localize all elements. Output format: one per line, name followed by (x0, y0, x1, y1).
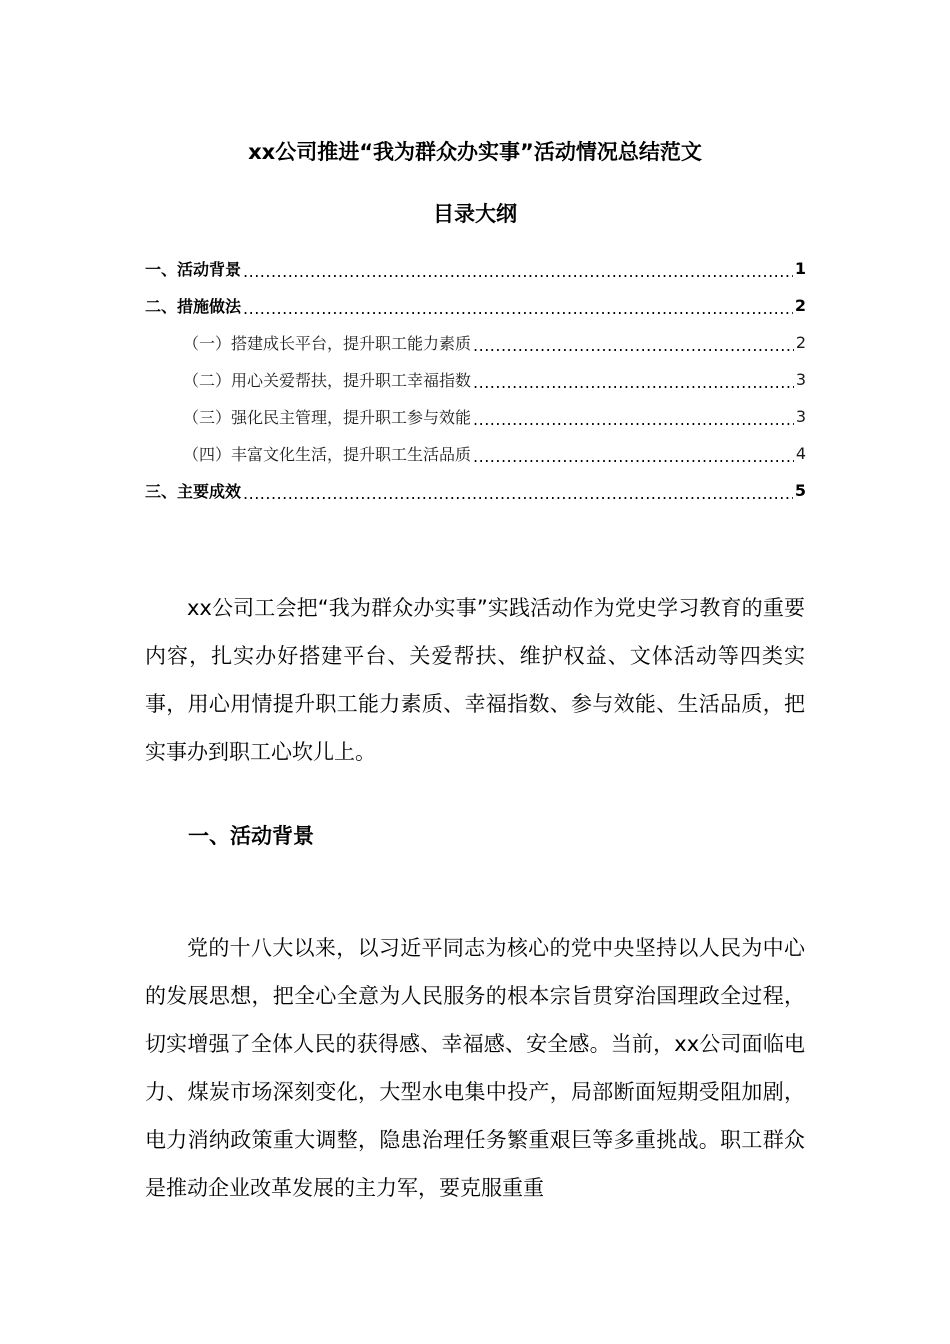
toc-entry-label: （二）用心关爱帮扶，提升职工幸福指数 (183, 371, 472, 390)
toc-entry[interactable] (145, 250, 806, 287)
toc-page-number: 2 (795, 333, 806, 352)
toc-entry[interactable] (145, 287, 806, 324)
toc-page-number: 1 (794, 259, 806, 278)
toc-page-number: 5 (794, 481, 806, 500)
toc-leader-dots (473, 373, 794, 392)
toc-entry-label: 一、活动背景 (145, 260, 242, 279)
toc-entry[interactable] (145, 398, 806, 435)
toc-leader-dots (243, 262, 793, 281)
toc-leader-dots (473, 410, 794, 429)
toc-entry[interactable] (145, 361, 806, 398)
toc-entry-label: （四）丰富文化生活，提升职工生活品质 (183, 445, 472, 464)
toc-leader-dots (473, 336, 794, 355)
background-paragraph: 党的十八大以来，以习近平同志为核心的党中央坚持以人民为中心的发展思想，把全心全意为人民服务的根本宗旨贯穿治国理政全过程，切实增强了全体人民的获得感、幸福感、安全感。当前，xx公司面临电力、煤炭市场深刻变化，大型水电集中投产，局部断面短期受阻加剧，电力消纳政策重大调整，隐患治理任务繁重艰巨等多重挑战。职工群众是推动企业改革发展的主力军，要克服重重 (145, 936, 805, 1200)
toc-entry[interactable] (145, 324, 806, 361)
document-title: xx公司推进“我为群众办实事”活动情况总结范文 (248, 140, 702, 164)
toc-page-number: 3 (795, 407, 806, 426)
toc-entry[interactable] (145, 472, 806, 509)
toc-page-number: 4 (795, 444, 806, 463)
toc-entry-label: 三、主要成效 (145, 482, 242, 501)
toc-page-number: 2 (794, 296, 806, 315)
toc-leader-dots (473, 447, 794, 466)
toc-entry[interactable] (145, 435, 806, 472)
toc-leader-dots (243, 299, 793, 318)
toc-heading: 目录大纲 (433, 202, 517, 226)
table-of-contents (145, 250, 806, 509)
section-heading-background: 一、活动背景 (188, 824, 314, 848)
toc-page-number: 3 (795, 370, 806, 389)
toc-entry-label: （三）强化民主管理，提升职工参与效能 (183, 408, 472, 427)
toc-entry-label: 二、措施做法 (145, 297, 242, 316)
toc-leader-dots (243, 484, 793, 503)
toc-entry-label: （一）搭建成长平台，提升职工能力素质 (183, 334, 472, 353)
intro-paragraph: xx公司工会把“我为群众办实事”实践活动作为党史学习教育的重要内容，扎实办好搭建平台、关爱帮扶、维护权益、文体活动等四类实事，用心用情提升职工能力素质、幸福指数、参与效能、生活品质，把实事办到职工心坎儿上。 (145, 596, 805, 764)
